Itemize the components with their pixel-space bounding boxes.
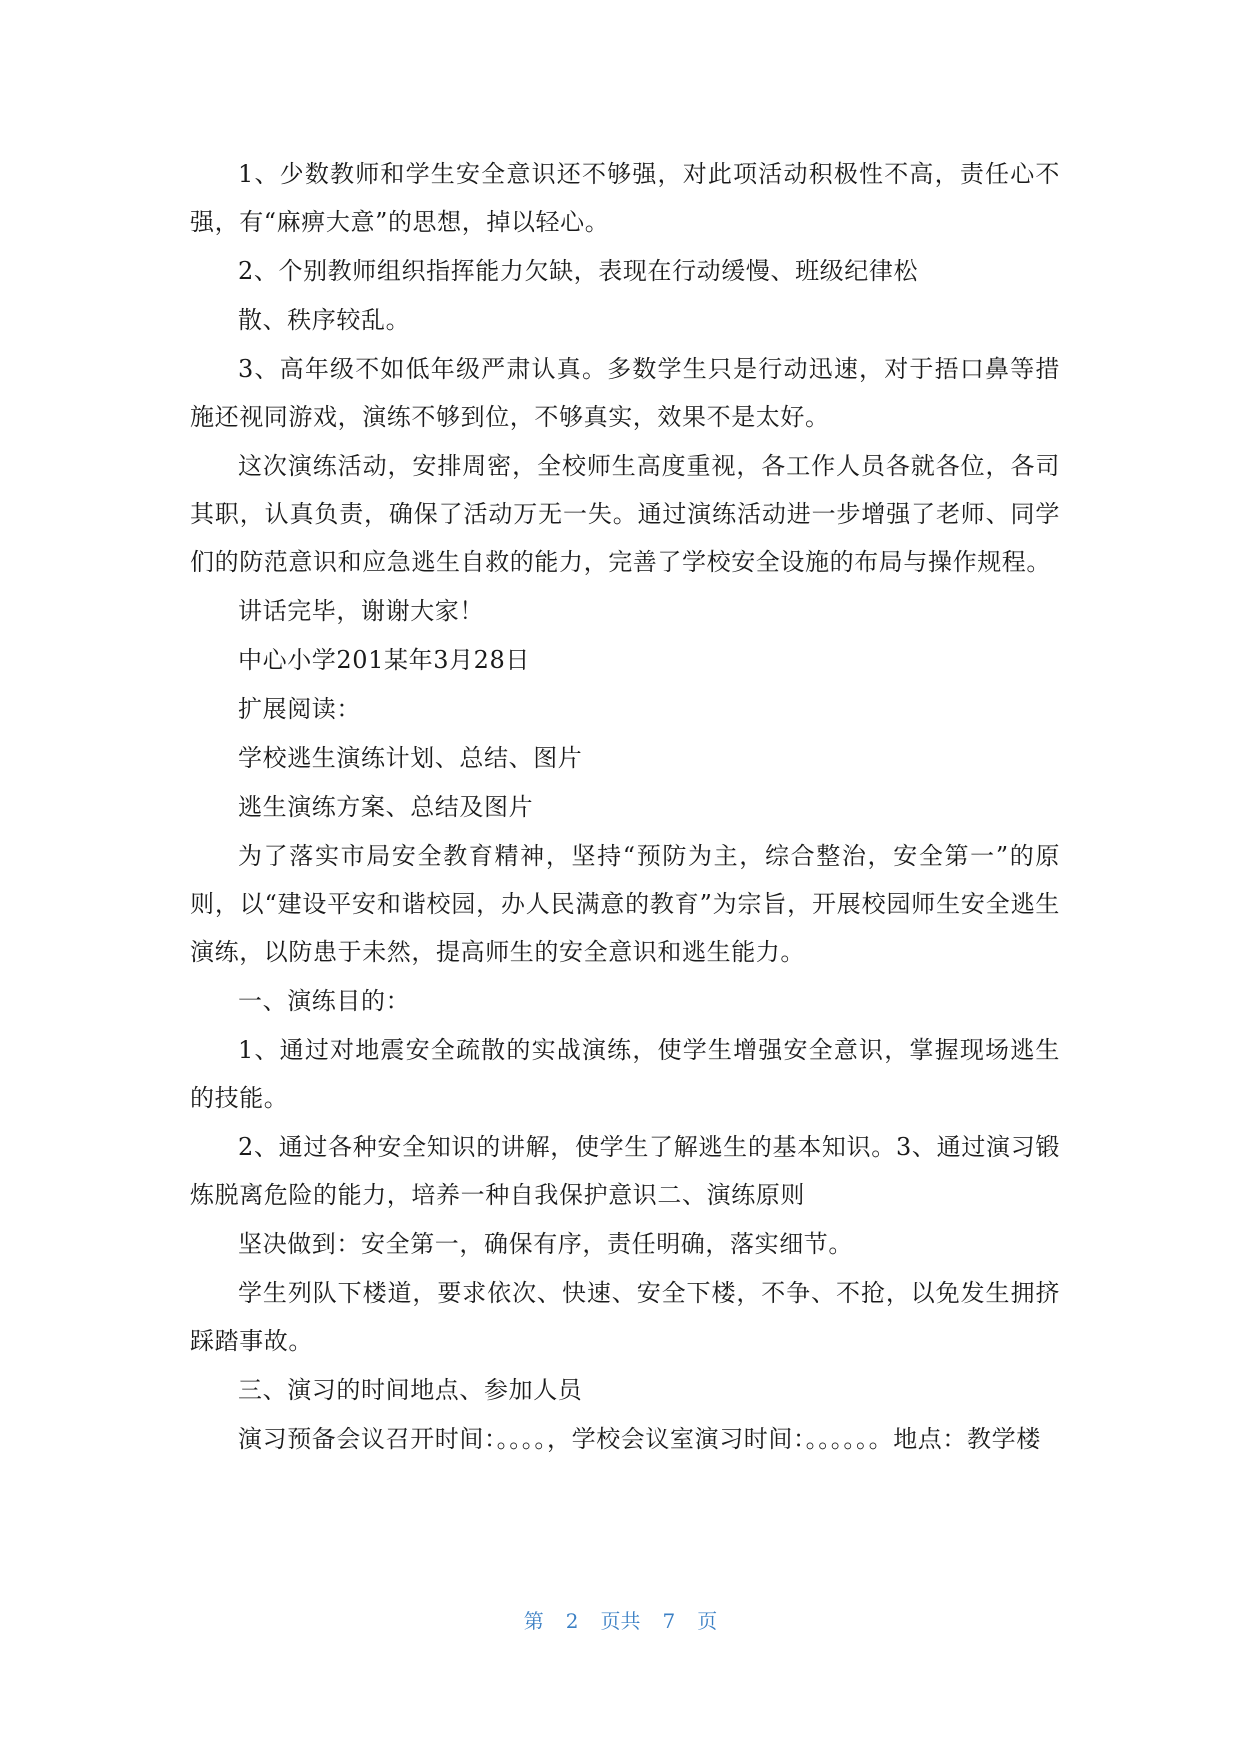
page-footer [0, 1605, 1241, 1634]
paragraph: 为了落实市局安全教育精神，坚持“预防为主，综合整治，安全第一”的原则，以“建设平安和谐校园，办人民满意的教育”为宗旨，开展校园师生安全逃生演练，以防患于未然，提高师生的安全意识和逃生能力。 [190, 842, 1060, 966]
footer-suffix: 页 [697, 1609, 718, 1633]
paragraph: 2、个别教师组织指挥能力欠缺，表现在行动缓慢、班级纪律松 [238, 257, 919, 285]
footer-middle: 页共 [600, 1609, 641, 1633]
section-heading: 一、演练目的： [238, 987, 411, 1015]
paragraph: 散、秩序较乱。 [238, 306, 411, 334]
paragraph: 讲话完毕，谢谢大家！ [238, 597, 484, 625]
current-page-number: 2 [565, 1609, 579, 1633]
paragraph: 中心小学201某年3月28日 [238, 646, 531, 674]
document-body [190, 150, 1060, 1464]
total-pages-number: 7 [662, 1609, 676, 1633]
paragraph: 逃生演练方案、总结及图片 [238, 793, 534, 821]
paragraph: 1、通过对地震安全疏散的实战演练，使学生增强安全意识，掌握现场逃生的技能。 [190, 1036, 1060, 1112]
paragraph: 1、少数教师和学生安全意识还不够强，对此项活动积极性不高，责任心不强，有“麻痹大意”的思想，掉以轻心。 [190, 160, 1060, 236]
footer-prefix: 第 [523, 1609, 544, 1633]
paragraph: 这次演练活动，安排周密，全校师生高度重视，各工作人员各就各位，各司其职，认真负责，确保了活动万无一失。通过演练活动进一步增强了老师、同学们的防范意识和应急逃生自救的能力，完善了学校安全设施的布局与操作规程。 [190, 452, 1060, 576]
paragraph: 2、通过各种安全知识的讲解，使学生了解逃生的基本知识。3、通过演习锻炼脱离危险的能力，培养一种自我保护意识二、演练原则 [190, 1133, 1060, 1209]
paragraph: 学校逃生演练计划、总结、图片 [238, 744, 583, 772]
paragraph: 扩展阅读： [238, 695, 361, 723]
paragraph: 学生列队下楼道，要求依次、快速、安全下楼，不争、不抢，以免发生拥挤踩踏事故。 [190, 1279, 1060, 1355]
paragraph: 演习预备会议召开时间：。。。。，学校会议室演习时间：。。。。。。地点：教学楼 [238, 1425, 1041, 1453]
paragraph: 3、高年级不如低年级严肃认真。多数学生只是行动迅速，对于捂口鼻等措施还视同游戏，演练不够到位，不够真实，效果不是太好。 [190, 355, 1060, 431]
paragraph: 坚决做到：安全第一，确保有序，责任明确，落实细节。 [238, 1230, 853, 1258]
section-heading: 三、演习的时间地点、参加人员 [238, 1376, 583, 1404]
